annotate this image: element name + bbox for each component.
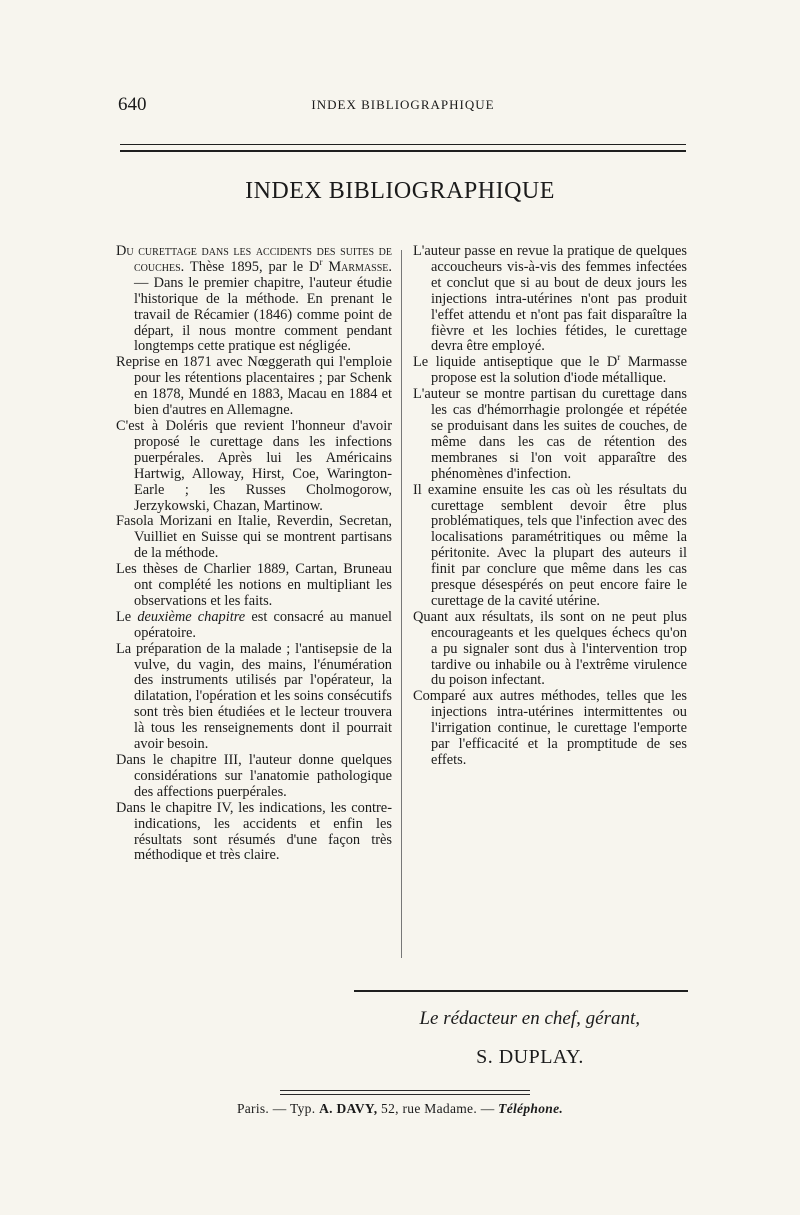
column-divider: [401, 250, 402, 958]
paragraph: Fasola Morizani en Italie, Reverdin, Secretan, Vuilliet en Suisse qui se montrent partisans de la méthode.: [116, 513, 392, 562]
paragraph: Il examine ensuite les cas où les résultats du curettage semblent devoir être plus problématiques, tels que l'infection avec des localisations paramétritiques ou même la péritonite. Avec la plupart des auteurs il finit par conclure que même dans les cas presque désespérés on peut encore faire le curettage de la cavité utérine.: [413, 481, 687, 609]
paragraph: Le liquide antiseptique que le $D^r$ Marmasse propose est la solution d'iode métallique.: [413, 352, 687, 387]
paragraph: L'auteur se montre partisan du curettage dans les cas d'hémorrhagie prolongée et répétée se produisant dans les suites de couches, de même dans les cas de rétention des membranes si l'on voit apparaître des phénomènes d'infection.: [413, 386, 687, 482]
paragraph: Reprise en 1871 avec Nœggerath qui l'emploie pour les rétentions placentaires ; par Schenk en 1878, Mundé en 1883, Macau en 1884 et bien d'autres en Allemagne.: [116, 354, 392, 419]
header-rule-thin: [120, 144, 686, 145]
author-name: Marmasse.: [322, 258, 392, 275]
page-number: 640: [118, 94, 147, 115]
paragraph: Dans le chapitre IV, les indications, les contre-indications, les accidents et enfin les résultats sont résumés d'une façon très méthodique et très claire.: [116, 799, 392, 864]
paragraph: Les thèses de Charlier 1889, Cartan, Bruneau ont complété les notions en multipliant les observations et les faits.: [116, 561, 392, 609]
separator-rule: [354, 990, 688, 992]
paragraph: Du curettage dans les accidents des suites de couches. Thèse 1895, par le $D^r$ Marmasse. — Dans le premier chapitre, l'auteur étudie l'historique de la méthode. En prenant le travail de Récamier (1846) comme point de départ, il nous montre comment pendant longtemps cette pratique est négligée.: [116, 243, 392, 355]
paragraph: Dans le chapitre III, l'auteur donne quelques considérations sur l'anatomie pathologique des affections puerpérales.: [116, 752, 392, 800]
header-rule-thick: [120, 150, 686, 152]
running-head: [118, 94, 688, 120]
printer-imprint: Paris. — Typ. A. DAVY, 52, rue Madame. — Téléphone.: [236, 1101, 564, 1116]
section-title: INDEX BIBLIOGRAPHIQUE: [245, 178, 555, 204]
paragraph: C'est à Doléris que revient l'honneur d'avoir proposé le curettage dans les infections puerpérales. Après lui les Américains Hartwig, Alloway, Hirst, Coe, Warington-Earle ; les Russes Cholmogorow, Jerzykowski, Chazan, Martinow.: [116, 417, 392, 514]
paragraph: La préparation de la malade ; l'antisepsie de la vulve, du vagin, des mains, l'énumération des instruments utilisés par l'opérateur, la dilatation, l'opération et les soins consécutifs sont très bien étudiées et le lecteur trouvera là tous les renseignements dont il pourrait avoir besoin.: [116, 640, 392, 753]
editor-name: S. DUPLAY.: [476, 1046, 584, 1068]
running-title: INDEX BIBLIOGRAPHIQUE: [311, 97, 495, 112]
left-column: [116, 244, 392, 864]
work-title: Du curettage dans les accidents des suites de couches.: [116, 243, 392, 275]
paragraph: Le deuxième chapitre est consacré au manuel opératoire.: [116, 608, 392, 641]
paragraph: Comparé aux autres méthodes, telles que les injections intra-utérines intermittentes ou l'irrigation continue, le curettage l'emporte par l'efficacité et la promptitude de ses effets.: [413, 688, 687, 768]
editor-role: Le rédacteur en chef, gérant,: [419, 1008, 640, 1029]
imprint-rule-top: [280, 1090, 530, 1091]
paragraph: Quant aux résultats, ils sont on ne peut plus encourageants et les quelques échecs qu'on a pu signaler sont dus à l'intervention trop tardive ou inhabile ou à l'extrême virulence du poison infectant.: [413, 608, 687, 689]
paragraph: L'auteur passe en revue la pratique de quelques accoucheurs vis-à-vis des femmes infectées et conclut que si au bout de deux jours les injections intra-utérines n'ont pas produit l'effet attendu et n'ont pas fait disparaître la fièvre et les lochies fétides, le curettage devra être employé.: [413, 243, 687, 355]
imprint-rule-bottom: [280, 1094, 530, 1095]
right-column: [413, 244, 687, 769]
